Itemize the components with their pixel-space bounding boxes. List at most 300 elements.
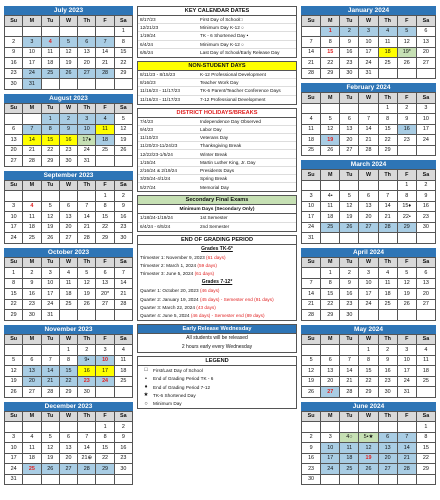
- weekday-header: W: [60, 412, 78, 423]
- empty-day-cell: [302, 104, 321, 115]
- month-grid: [4, 15, 133, 90]
- empty-day-cell: [340, 345, 359, 356]
- day-cell: 15: [42, 135, 60, 146]
- day-cell: 24: [96, 377, 114, 388]
- legend-item: [138, 391, 296, 399]
- row-date: 3/25/24-4/1/24: [140, 176, 171, 182]
- day-cell: 10: [359, 37, 378, 48]
- day-cell: 26: [42, 464, 60, 475]
- day-cell: 29: [115, 69, 133, 80]
- month-calendar: [4, 402, 133, 486]
- day-cell: 7: [23, 125, 41, 136]
- day-cell: 27: [5, 156, 23, 167]
- empty-day-cell: [60, 310, 78, 321]
- day-cell: 24: [398, 377, 417, 388]
- empty-day-cell: [321, 345, 340, 356]
- date-row: [138, 223, 296, 231]
- day-cell: 25: [115, 377, 133, 388]
- empty-day-cell: [340, 181, 359, 192]
- day-cell: 1: [60, 345, 78, 356]
- legend-item: [138, 400, 296, 408]
- month-calendar: [301, 402, 436, 486]
- day-cell: 14: [23, 135, 41, 146]
- day-cell: 20: [359, 212, 378, 223]
- row-event: 1st Semester: [200, 215, 228, 221]
- month-grid: [301, 92, 436, 156]
- day-cell: 26: [359, 464, 378, 475]
- weekday-header: F: [96, 181, 114, 192]
- day-cell: 3: [398, 345, 417, 356]
- day-cell: 27: [379, 464, 398, 475]
- row-event: 2nd Semester: [200, 224, 230, 230]
- empty-day-cell: [5, 345, 23, 356]
- legend-label: TK-6 Shortened Day: [153, 392, 196, 398]
- legend-symbol-icon: ★: [143, 392, 149, 399]
- day-cell: 3: [23, 37, 41, 48]
- day-cell: 21: [115, 289, 133, 300]
- weekday-header: M: [321, 170, 340, 181]
- day-cell: 24: [417, 135, 436, 146]
- day-cell: 7: [379, 191, 398, 202]
- day-cell: 6: [60, 433, 78, 444]
- day-cell: 16: [78, 366, 96, 377]
- weekday-header: F: [398, 412, 417, 423]
- day-cell: 8: [321, 279, 340, 290]
- empty-day-cell: [359, 104, 378, 115]
- day-cell: 18: [60, 289, 78, 300]
- empty-day-cell: [5, 191, 23, 202]
- day-cell: 29: [96, 233, 114, 244]
- empty-day-cell: [78, 27, 96, 38]
- month-calendar: [4, 248, 133, 321]
- month-calendar: [301, 160, 436, 244]
- empty-day-cell: [321, 233, 340, 244]
- day-cell: 17: [321, 454, 340, 465]
- day-cell: 29: [417, 464, 436, 475]
- weekday-header: Th: [379, 258, 398, 269]
- weekday-header: Th: [78, 104, 96, 115]
- weekday-header: M: [23, 16, 41, 27]
- day-cell: 26: [60, 69, 78, 80]
- day-cell: 2: [23, 268, 41, 279]
- secondary-finals: [137, 195, 297, 231]
- date-row: [138, 134, 296, 142]
- day-cell: 3: [42, 268, 60, 279]
- empty-day-cell: [23, 191, 41, 202]
- day-cell: 10: [96, 356, 114, 367]
- weekday-header: Su: [302, 335, 321, 346]
- day-cell: 22: [321, 300, 340, 311]
- early-release-line-1: All students will be released: [186, 335, 248, 342]
- day-cell: 27: [60, 464, 78, 475]
- day-cell: 14: [78, 212, 96, 223]
- weekday-header: W: [60, 181, 78, 192]
- early-release: [137, 324, 297, 353]
- row-event: TK-6 Parent/Teacher Conference Days: [200, 88, 281, 94]
- grading-period-line: [138, 296, 296, 304]
- day-cell: 17: [96, 366, 114, 377]
- day-cell: 2: [115, 422, 133, 433]
- empty-day-cell: [302, 181, 321, 192]
- grading-period-date: Trimester 1: November 9, 2023: [140, 254, 205, 260]
- day-cell: 8: [359, 356, 378, 367]
- day-cell: 26: [340, 223, 359, 234]
- day-cell: 23: [5, 69, 23, 80]
- day-cell: 4: [60, 268, 78, 279]
- weekday-header: M: [321, 335, 340, 346]
- month-title: February 2024: [301, 83, 436, 92]
- weekday-header: Sa: [115, 16, 133, 27]
- day-cell: 29: [321, 69, 340, 80]
- weekday-header: Su: [5, 104, 23, 115]
- grading-period-line: [138, 287, 296, 295]
- day-cell: 6: [60, 202, 78, 213]
- day-cell: 9: [5, 48, 23, 59]
- month-title: September 2023: [4, 171, 133, 180]
- day-cell: 29: [60, 387, 78, 398]
- legend-label: Minimum Day: [153, 401, 182, 407]
- empty-day-cell: [23, 475, 41, 486]
- weekday-header: Sa: [115, 335, 133, 346]
- weekday-header: Su: [302, 412, 321, 423]
- month-title: March 2024: [301, 160, 436, 169]
- month-calendar: [4, 6, 133, 90]
- day-cell: 5•★: [359, 433, 378, 444]
- empty-day-cell: [115, 475, 133, 486]
- date-row: [138, 41, 296, 49]
- row-date: 5/27/24: [140, 184, 156, 190]
- date-row: [138, 118, 296, 126]
- row-event: Spring Break: [200, 176, 228, 182]
- day-cell: 30: [340, 310, 359, 321]
- weekday-header: F: [398, 335, 417, 346]
- day-cell: 11: [23, 212, 41, 223]
- day-cell: 11: [42, 48, 60, 59]
- day-cell: 7: [398, 433, 417, 444]
- day-cell: 13: [340, 125, 359, 136]
- weekday-header: W: [60, 16, 78, 27]
- day-cell: 16: [302, 454, 321, 465]
- day-cell: 23: [302, 464, 321, 475]
- empty-day-cell: [60, 422, 78, 433]
- day-cell: 8: [115, 37, 133, 48]
- day-cell: 15: [96, 212, 114, 223]
- empty-day-cell: [340, 422, 359, 433]
- legend-label: First/Last Day of School: [153, 367, 203, 373]
- day-cell: 6: [417, 27, 436, 38]
- grading-title: END OF GRADING PERIOD: [138, 236, 296, 245]
- empty-day-cell: [78, 79, 96, 90]
- day-cell: 2: [115, 191, 133, 202]
- day-cell: 30: [379, 387, 398, 398]
- day-cell: 18: [42, 58, 60, 69]
- day-cell: 21: [42, 377, 60, 388]
- day-cell: 14: [340, 366, 359, 377]
- day-cell: 9: [379, 356, 398, 367]
- day-cell: 3: [359, 27, 378, 38]
- day-cell: 24: [359, 300, 378, 311]
- day-cell: 13: [379, 443, 398, 454]
- day-cell: 1: [379, 104, 398, 115]
- grading-period-line: [138, 270, 296, 278]
- day-cell: 31: [23, 79, 41, 90]
- day-cell: 9: [23, 279, 41, 290]
- weekday-header: Sa: [417, 93, 436, 104]
- row-event: TK - 6 Shortened Day •: [200, 33, 249, 39]
- day-cell: 30: [23, 310, 41, 321]
- empty-day-cell: [398, 422, 417, 433]
- empty-day-cell: [96, 387, 114, 398]
- day-cell: 12: [115, 125, 133, 136]
- day-cell: 14: [359, 125, 378, 136]
- weekday-header: Su: [5, 335, 23, 346]
- empty-day-cell: [96, 79, 114, 90]
- day-cell: 23: [115, 454, 133, 465]
- holidays-title: DISTRICT HOLIDAYS/BREAKS: [138, 109, 296, 118]
- finals-title: Secondary Final Exams: [138, 196, 296, 205]
- weekday-header: F: [96, 335, 114, 346]
- grading-period-date: Quarter 2: January 19, 2024: [140, 296, 199, 302]
- empty-day-cell: [42, 191, 60, 202]
- empty-day-cell: [115, 387, 133, 398]
- day-cell: 17♦: [78, 135, 96, 146]
- weekday-header: Su: [5, 16, 23, 27]
- empty-day-cell: [379, 233, 398, 244]
- weekday-header: Th: [379, 335, 398, 346]
- day-cell: 10: [359, 279, 378, 290]
- day-cell: 19: [115, 135, 133, 146]
- date-row: [138, 24, 296, 32]
- empty-day-cell: [42, 27, 60, 38]
- row-date: 8/17/23: [140, 17, 156, 23]
- day-cell: 7: [340, 356, 359, 367]
- empty-day-cell: [359, 475, 378, 486]
- weekday-header: Su: [302, 170, 321, 181]
- day-cell: 30: [115, 233, 133, 244]
- row-event: Winter Break: [200, 151, 228, 157]
- date-row: [138, 126, 296, 134]
- early-release-line-2: 2 hours early every Wednesday: [181, 344, 253, 351]
- day-cell: 5: [60, 37, 78, 48]
- legend-item: [138, 374, 296, 382]
- day-cell: 9: [340, 279, 359, 290]
- day-cell: 12: [42, 212, 60, 223]
- day-cell: 7: [302, 37, 321, 48]
- weekday-header: Th: [78, 16, 96, 27]
- weekday-header: Tu: [42, 104, 60, 115]
- row-date: 1/18/24-1/19/24: [140, 215, 173, 221]
- day-cell: 4•: [321, 191, 340, 202]
- day-cell: 25: [379, 58, 398, 69]
- day-cell: 3: [302, 191, 321, 202]
- day-cell: 5: [340, 191, 359, 202]
- day-cell: 13: [78, 48, 96, 59]
- month-calendar: [301, 325, 436, 398]
- date-row: [138, 167, 296, 175]
- day-cell: 15: [5, 289, 23, 300]
- day-cell: 10: [42, 279, 60, 290]
- day-cell: 3: [5, 202, 23, 213]
- weekday-header: Sa: [115, 181, 133, 192]
- month-title: December 2023: [4, 402, 133, 411]
- day-cell: 19: [60, 58, 78, 69]
- day-cell: 16: [340, 289, 359, 300]
- day-cell: 25: [23, 464, 41, 475]
- weekday-header: Sa: [115, 104, 133, 115]
- day-cell: 18: [340, 454, 359, 465]
- day-cell: 4: [379, 268, 398, 279]
- empty-day-cell: [398, 69, 417, 80]
- day-cell: 11: [379, 37, 398, 48]
- weekday-header: Sa: [417, 16, 436, 27]
- day-cell: 1: [398, 181, 417, 192]
- day-cell: 4: [23, 202, 41, 213]
- day-cell: 6: [340, 114, 359, 125]
- day-cell: 27: [417, 58, 436, 69]
- day-cell: 11: [302, 125, 321, 136]
- weekday-header: F: [398, 258, 417, 269]
- month-grid: [4, 180, 133, 244]
- day-cell: 20: [321, 377, 340, 388]
- weekday-header: W: [359, 170, 378, 181]
- day-cell: 23: [60, 146, 78, 157]
- day-cell: 27: [321, 387, 340, 398]
- date-row: [138, 16, 296, 24]
- empty-day-cell: [302, 27, 321, 38]
- day-cell: 24: [78, 146, 96, 157]
- day-cell: 2: [78, 345, 96, 356]
- day-cell: 16: [115, 443, 133, 454]
- day-cell: 10: [5, 212, 23, 223]
- empty-day-cell: [417, 475, 436, 486]
- day-cell: 8: [96, 202, 114, 213]
- day-cell: 24: [23, 69, 41, 80]
- empty-day-cell: [96, 475, 114, 486]
- day-cell: 25: [23, 233, 41, 244]
- day-cell: 11: [60, 279, 78, 290]
- month-grid: [301, 411, 436, 486]
- day-cell: 9: [115, 433, 133, 444]
- day-cell: 26: [42, 233, 60, 244]
- day-cell: 11: [417, 356, 436, 367]
- day-cell: 26: [398, 300, 417, 311]
- day-cell: 3: [359, 268, 378, 279]
- day-cell: 6: [321, 356, 340, 367]
- weekday-header: Tu: [42, 258, 60, 269]
- day-cell: 4: [417, 345, 436, 356]
- legend-label: End of Grading Period 7-12: [153, 384, 211, 390]
- row-event: Independence Day Observed: [200, 118, 261, 124]
- month-grid: [4, 257, 133, 321]
- day-cell: 12: [302, 366, 321, 377]
- day-cell: 2: [302, 433, 321, 444]
- day-cell: 19: [321, 135, 340, 146]
- grading-period-date: Quarter 3: March 22, 2024: [140, 304, 195, 310]
- day-cell: 16: [417, 202, 436, 213]
- day-cell: 12: [398, 37, 417, 48]
- day-cell: 10: [23, 48, 41, 59]
- day-cell: 15♦: [398, 202, 417, 213]
- day-cell: 13: [96, 279, 114, 290]
- day-cell: 2: [417, 181, 436, 192]
- day-cell: 3: [417, 104, 436, 115]
- day-cell: 19: [359, 454, 378, 465]
- day-cell: 30: [302, 475, 321, 486]
- date-row: [138, 159, 296, 167]
- day-cell: 28: [302, 310, 321, 321]
- day-cell: 14: [96, 48, 114, 59]
- day-cell: 24: [359, 58, 378, 69]
- day-cell: 9: [302, 443, 321, 454]
- day-cell: 31: [42, 310, 60, 321]
- empty-day-cell: [5, 27, 23, 38]
- day-cell: 28: [78, 464, 96, 475]
- day-cell: 23: [417, 212, 436, 223]
- day-cell: 18: [96, 135, 114, 146]
- day-cell: 8: [398, 191, 417, 202]
- day-cell: 13: [417, 37, 436, 48]
- empty-day-cell: [23, 27, 41, 38]
- day-cell: 28: [23, 156, 41, 167]
- day-cell: 22: [96, 223, 114, 234]
- day-cell: 25: [417, 377, 436, 388]
- day-cell: 30: [5, 79, 23, 90]
- month-title: July 2023: [4, 6, 133, 15]
- day-cell: 19: [42, 223, 60, 234]
- legend-label: End of Grading Period TK - 6: [153, 376, 214, 382]
- day-cell: 26: [302, 387, 321, 398]
- empty-day-cell: [359, 422, 378, 433]
- grading-period-date: Quarter 4: June 5, 2024: [140, 312, 190, 318]
- weekday-header: F: [398, 170, 417, 181]
- day-cell: 13: [417, 279, 436, 290]
- day-cell: 16: [340, 48, 359, 59]
- weekday-header: Th: [379, 16, 398, 27]
- weekday-header: Th: [379, 170, 398, 181]
- weekday-header: F: [96, 104, 114, 115]
- day-cell: 6: [96, 268, 114, 279]
- month-title: May 2024: [301, 325, 436, 334]
- row-date: 11/16/23 - 11/17/23: [140, 88, 180, 94]
- empty-day-cell: [417, 387, 436, 398]
- day-cell: 13: [23, 366, 41, 377]
- legend-symbol-icon: ♦: [144, 384, 148, 391]
- empty-day-cell: [5, 422, 23, 433]
- row-date: 1/15/24: [140, 159, 156, 165]
- month-calendar: [301, 83, 436, 156]
- empty-day-cell: [78, 475, 96, 486]
- day-cell: 5: [398, 27, 417, 38]
- grading-period-days: (61 days): [194, 271, 215, 277]
- empty-day-cell: [23, 345, 41, 356]
- weekday-header: Sa: [115, 258, 133, 269]
- legend-title: LEGEND: [138, 357, 296, 366]
- empty-day-cell: [321, 422, 340, 433]
- day-cell: 19: [78, 289, 96, 300]
- weekday-header: Tu: [340, 16, 359, 27]
- day-cell: 6: [23, 356, 41, 367]
- day-cell: 10: [321, 443, 340, 454]
- center-info-column: [137, 6, 297, 412]
- day-cell: 27: [60, 233, 78, 244]
- empty-day-cell: [302, 345, 321, 356]
- day-cell: 24: [302, 223, 321, 234]
- day-cell: 15: [115, 48, 133, 59]
- day-cell: 22: [96, 454, 114, 465]
- day-cell: 17: [5, 454, 23, 465]
- day-cell: 2: [379, 345, 398, 356]
- day-cell: 6: [359, 191, 378, 202]
